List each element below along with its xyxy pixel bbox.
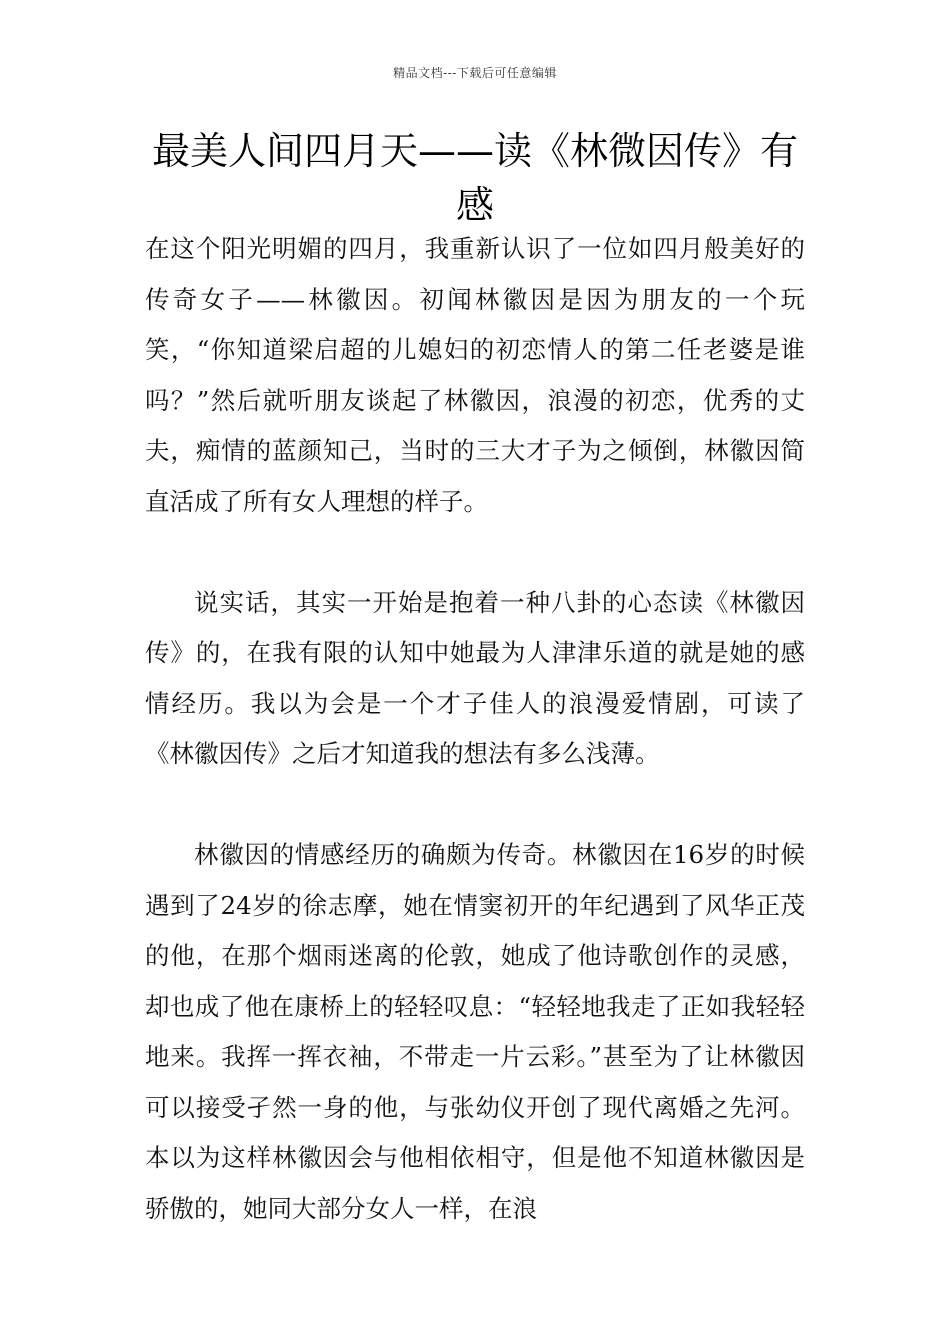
- paragraph-1: 在这个阳光明媚的四月，我重新认识了一位如四月般美好的传奇女子——林徽因。初闻林徽因是因为朋友的一个玩笑，“你知道梁启超的儿媳妇的初恋情人的第二任老婆是谁吗？”然后就听朋友谈起了林徽因，浪漫的初恋，优秀的丈夫，痴情的蓝颜知己，当时的三大才子为之倾倒，林徽因简直活成了所有女人理想的样子。: [145, 234, 805, 516]
- paragraph-3: 林徽因的情感经历的确颇为传奇。林徽因在16岁的时候遇到了24岁的徐志摩，她在情窦初开的年纪遇到了风华正茂的他，在那个烟雨迷离的伦敦，她成了他诗歌创作的灵感，却也成了他在康桥上的轻轻叹息：“轻轻地我走了正如我轻轻地来。我挥一挥衣袖，不带走一片云彩。”甚至为了让林徽因可以接受孑然一身的他，与张幼仪开创了现代离婚之先河。本以为这样林徽因会与他相依相守，但是他不知道林徽因是骄傲的，她同大部分女人一样，在浪: [145, 840, 805, 1223]
- paragraph-2: 说实话，其实一开始是抱着一种八卦的心态读《林徽因传》的，在我有限的认知中她最为人津津乐道的就是她的感情经历。我以为会是一个才子佳人的浪漫爱情剧，可读了《林徽因传》之后才知道我的想法有多么浅薄。: [145, 587, 805, 768]
- paragraph-spacer: [145, 780, 805, 831]
- header-note: 精品文档---下载后可任意编辑: [393, 66, 557, 80]
- paragraph-spacer: [145, 527, 805, 578]
- document-body: [145, 224, 805, 1234]
- document-title: 最美人间四月天——读《林微因传》有感: [151, 129, 798, 227]
